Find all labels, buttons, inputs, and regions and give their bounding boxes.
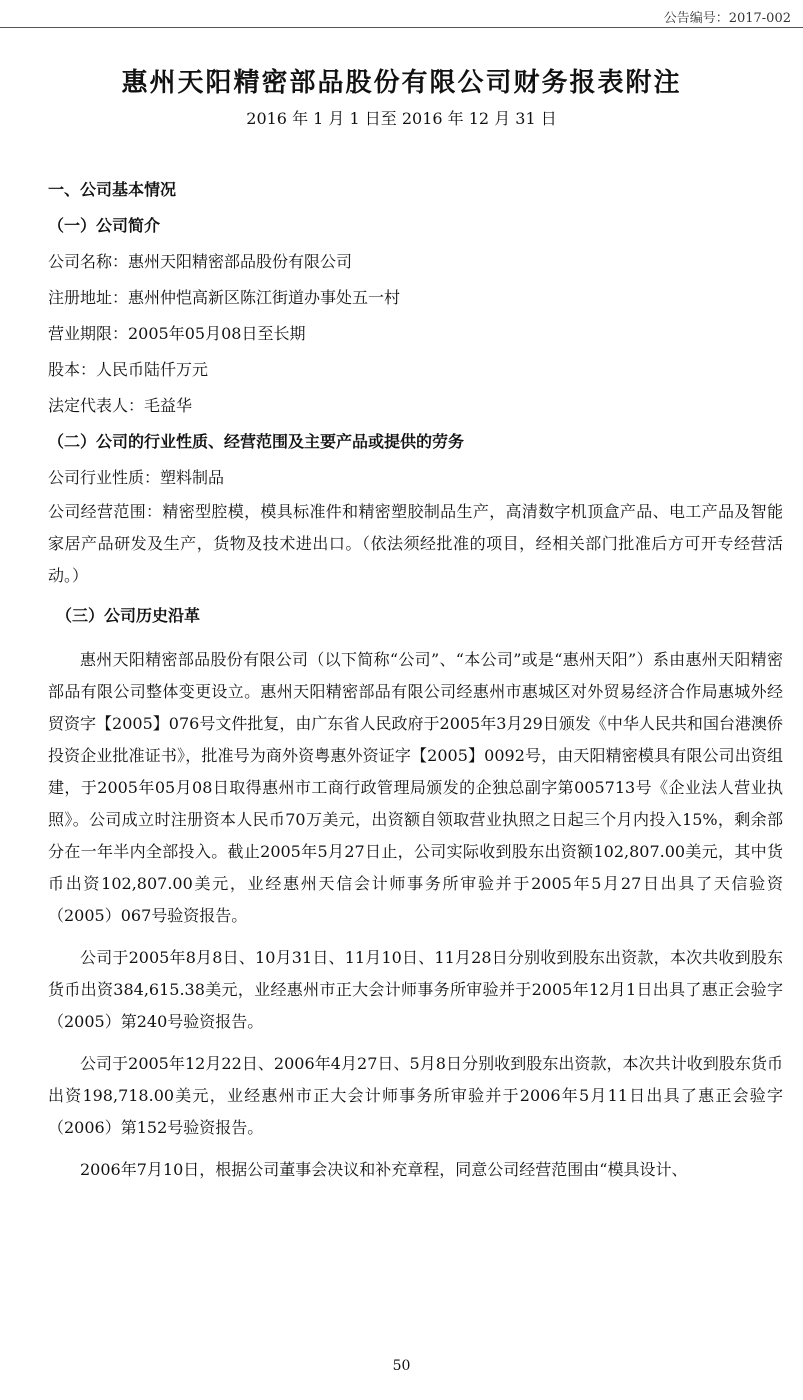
industry-nature-line: 公司行业性质：塑料制品 <box>48 468 225 487</box>
share-capital-line: 股本：人民币陆仟万元 <box>48 360 209 379</box>
company-name-line: 公司名称：惠州天阳精密部品股份有限公司 <box>48 252 353 271</box>
header-divider <box>0 27 803 28</box>
document-body <box>48 172 783 1186</box>
subsection-heading-company-profile: （一）公司简介 <box>48 216 161 235</box>
business-scope-paragraph: 公司经营范围：精密型腔模，模具标准件和精密塑胶制品生产，高清数字机顶盒产品、电工产品及智能家居产品研发及生产，货物及技术进出口。（依法须经批准的项目，经相关部门批准后方可开专经营活动。） <box>48 502 783 585</box>
announcement-code: 公告编号：2017-002 <box>663 11 791 26</box>
document-period: 2016 年 1 月 1 日至 2016 年 12 月 31 日 <box>246 109 557 128</box>
business-term-line: 营业期限：2005年05月08日至长期 <box>48 324 306 343</box>
legal-representative-line: 法定代表人：毛益华 <box>48 396 193 415</box>
history-paragraph: 公司于2005年12月22日、2006年4月27日、5月8日分别收到股东出资款，本次共计收到股东货币出资198,718.00美元，业经惠州市正大会计师事务所审验并于2006年5月11日出具了惠正会验字（2006）第152号验资报告。 <box>48 1054 783 1137</box>
history-paragraph: 惠州天阳精密部品股份有限公司（以下简称“公司”、“本公司”或是“惠州天阳”）系由惠州天阳精密部品有限公司整体变更设立。惠州天阳精密部品有限公司经惠州市惠城区对外贸易经济合作局惠城外经贸资字【2005】076号文件批复，由广东省人民政府于2005年3月29日颁发《中华人民共和国台港澳侨投资企业批准证书》，批准号为商外资粤惠外资证字【2005】0092号，由天阳精密模具有限公司出资组建，于2005年05月08日取得惠州市工商行政管理局颁发的企独总副字第005713号《企业法人营业执照》。公司成立时注册资本人民币70万美元，出资额自领取营业执照之日起三个月内投入15%，剩余部分在一年半内全部投入。截止2005年5月27日止，公司实际收到股东出资额102,807.00美元，其中货币出资102,807.00美元，业经惠州天信会计师事务所审验并于2005年5月27日出具了天信验资（2005）067号验资报告。 <box>48 650 783 925</box>
subsection-heading-company-history: （三）公司历史沿革 <box>56 606 201 625</box>
history-paragraph: 2006年7月10日，根据公司董事会决议和补充章程，同意公司经营范围由“模具设计、 <box>80 1160 688 1179</box>
document-title: 惠州天阳精密部品股份有限公司财务报表附注 <box>121 68 682 98</box>
section-heading-company-basics: 一、公司基本情况 <box>48 180 177 199</box>
registered-address-line: 注册地址：惠州仲恺高新区陈江街道办事处五一村 <box>48 288 401 307</box>
subsection-heading-industry-scope: （二）公司的行业性质、经营范围及主要产品或提供的劳务 <box>48 432 465 451</box>
history-paragraph: 公司于2005年8月8日、10月31日、11月10日、11月28日分别收到股东出资款，本次共收到股东货币出资384,615.38美元，业经惠州市正大会计师事务所审验并于2005年12月1日出具了惠正会验字（2005）第240号验资报告。 <box>48 948 783 1031</box>
page-number: 50 <box>392 1358 411 1374</box>
